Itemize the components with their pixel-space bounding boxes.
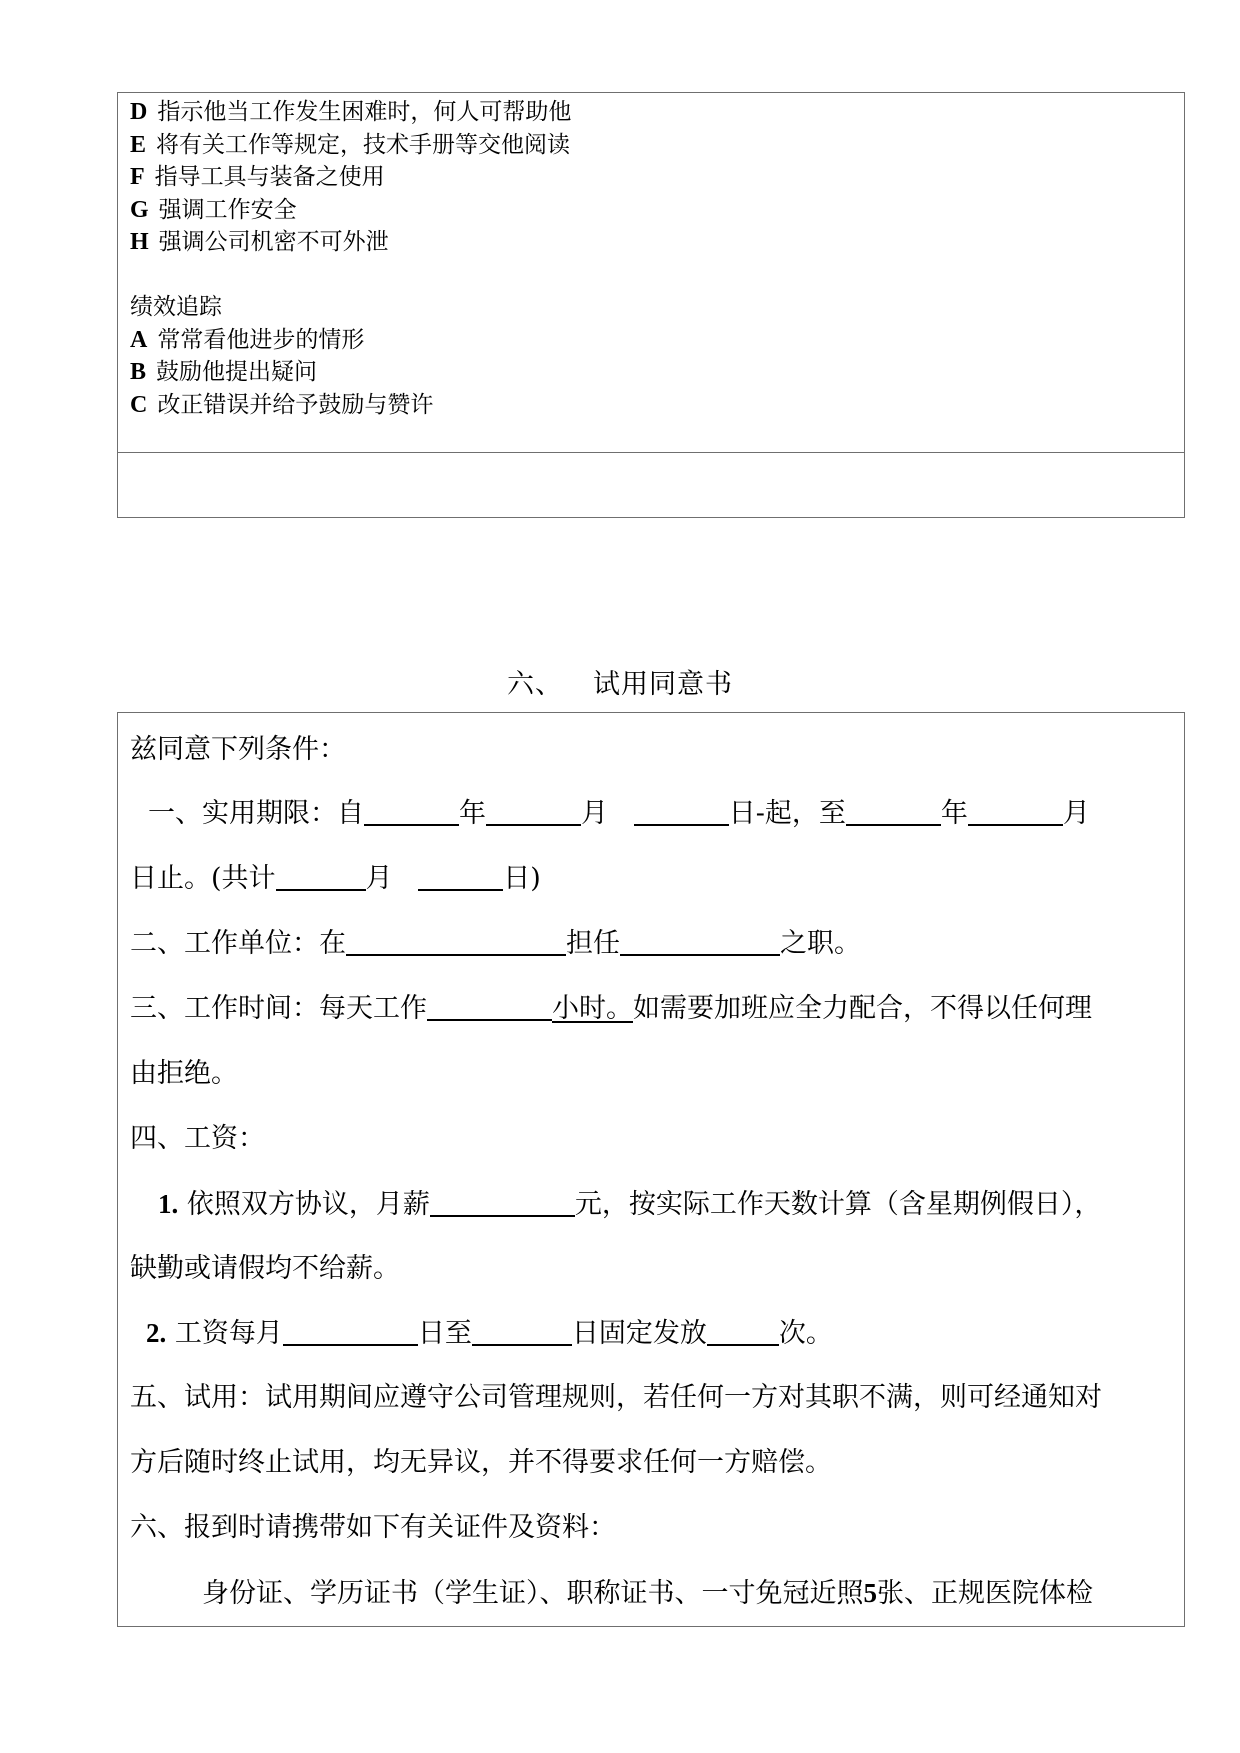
- list-item: F 指导工具与装备之使用: [130, 164, 385, 190]
- period-line: 一、实用期限：自 年 月 日-起，至 年 月: [148, 794, 1090, 834]
- wage-title: 四、工资：: [130, 1123, 265, 1154]
- performance-list: [130, 291, 433, 421]
- trial-line: 五、试用：试用期间应遵守公司管理规则，若任何一方对其职不满，则可经通知对: [130, 1382, 1102, 1413]
- hours-field[interactable]: [427, 989, 552, 1021]
- total-month-field[interactable]: [276, 859, 366, 891]
- documents-list: 身份证、学历证书（学生证）、职称证书、一寸免冠近照5张、正规医院体检: [202, 1578, 1093, 1609]
- pay-day-start-field[interactable]: [283, 1314, 418, 1346]
- documents-line: 六、报到时请携带如下有关证件及资料：: [130, 1512, 616, 1543]
- work-unit-line: 二、工作单位：在 担任 之职。: [130, 924, 861, 964]
- list-item: B 鼓励他提出疑问: [130, 359, 318, 385]
- list-item: H 强调公司机密不可外泄: [130, 229, 389, 255]
- start-year-field[interactable]: [364, 794, 459, 826]
- guidance-table: [117, 92, 1185, 518]
- list-item: C 改正错误并给予鼓励与赞许: [130, 391, 434, 418]
- section-heading: 试用同意书: [593, 669, 733, 700]
- guidance-list: [130, 96, 571, 259]
- work-hours-cont: 由拒绝。: [130, 1058, 238, 1089]
- total-day-field[interactable]: [418, 859, 503, 891]
- agreement-table: [117, 712, 1185, 1627]
- list-item: E 将有关工作等规定，技术手册等交他阅读: [130, 131, 571, 158]
- guidance-cell: [118, 93, 1184, 453]
- section-title: [0, 662, 1240, 701]
- start-month-field[interactable]: [486, 794, 581, 826]
- position-field[interactable]: [620, 924, 780, 956]
- monthly-salary-field[interactable]: [430, 1185, 575, 1217]
- end-year-field[interactable]: [846, 794, 941, 826]
- wage-line-2: 2. 工资每月 日至 日固定发放 次。: [146, 1313, 833, 1353]
- work-hours-line: 三、工作时间：每天工作 小时。如需要加班应全力配合，不得以任何理: [130, 989, 1092, 1029]
- list-item: G 强调工作安全: [130, 196, 297, 223]
- start-day-field[interactable]: [634, 794, 729, 826]
- list-item: A 常常看他进步的情形: [130, 326, 365, 353]
- pay-day-end-field[interactable]: [472, 1314, 572, 1346]
- agreement-intro: 兹同意下列条件：: [130, 734, 346, 765]
- section-number: 六、: [507, 669, 563, 700]
- end-month-field[interactable]: [968, 794, 1063, 826]
- period-total-line: 日止。(共计 月 日): [130, 859, 541, 899]
- pay-times-field[interactable]: [707, 1314, 779, 1346]
- wage-line-1: 1. 依照双方协议，月薪 元，按实际工作天数计算（含星期例假日），: [158, 1184, 1101, 1224]
- performance-title: 绩效追踪: [130, 294, 222, 320]
- wage-line-1-cont: 缺勤或请假均不给薪。: [130, 1253, 400, 1284]
- trial-line-cont: 方后随时终止试用，均无异议，并不得要求任何一方赔偿。: [130, 1447, 832, 1478]
- empty-cell[interactable]: [118, 453, 1184, 517]
- list-item: D 指示他当工作发生困难时，何人可帮助他: [130, 99, 572, 125]
- work-unit-field[interactable]: [346, 924, 566, 956]
